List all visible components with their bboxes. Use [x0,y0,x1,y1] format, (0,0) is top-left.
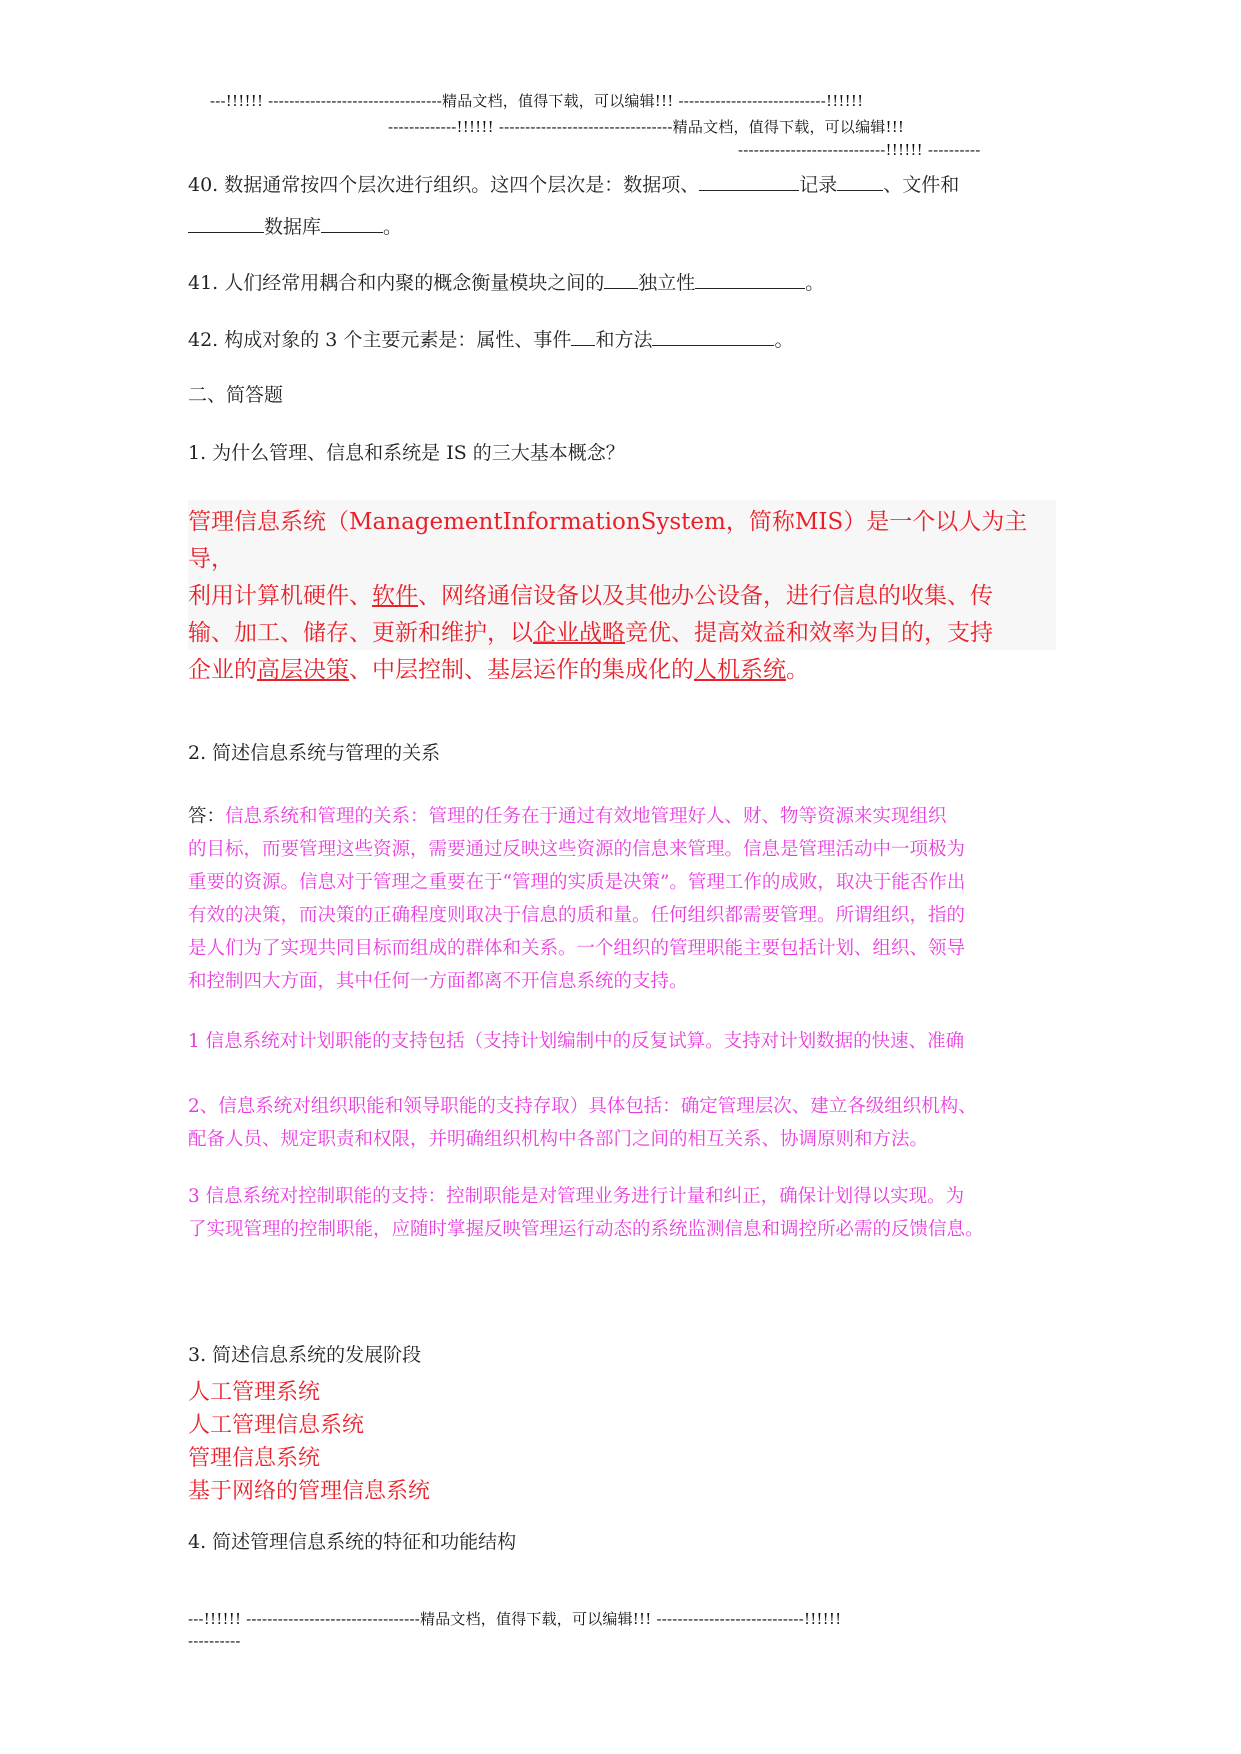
answer-2-paragraph-4 [188,1180,1068,1246]
a2-p1-line-5: 是人们为了实现共同目标而组成的群体和关系。一个组织的管理职能主要包括计划、组织、领导 [188,938,966,959]
a2-p1-line-4: 有效的决策，而决策的正确程度则取决于信息的质和量。任何组织都需要管理。所谓组织，指的 [188,905,966,926]
q42-answer: 和方法 [595,329,653,351]
q40-answer-1: 记录 [799,174,838,196]
q40-prefix: 40. 数据通常按四个层次进行组织。这四个层次是：数据项、 [188,174,700,196]
a1-l2-part-b: 、网络通信设备以及其他办公设备，进行信息的收集、传 [418,583,993,609]
q40-end: 。 [383,216,403,238]
answer-2-paragraph-3 [188,1090,1068,1156]
a1-l3-part-a: 输、加工、储存、更新和维护，以 [188,620,533,646]
q40-blank-1 [699,189,799,191]
answer-label: 答： [188,806,226,827]
a2-p3-line-2: 配备人员、规定职责和权限，并明确组织机构中各部门之间的相互关系、协调原则和方法。 [188,1129,929,1150]
header-line-2: -------------!!!!!! ---------------------------------精品文档，值得下载，可以编辑!!! [388,118,905,136]
question-4: 4. 简述管理信息系统的特征和功能结构 [188,1531,517,1553]
a1-link-software[interactable]: 软件 [372,583,418,609]
a2-p4-line-2: 了实现管理的控制职能，应随时掌握反映管理运行动态的系统监测信息和调控所必需的反馈信息。 [188,1219,984,1240]
stage-item: 人工管理系统 [188,1380,321,1405]
a2-p3-line-1: 2、信息系统对组织职能和领导职能的支持存取）具体包括：确定管理层次、建立各级组织机构、 [188,1096,977,1117]
q42-blank-2 [652,344,774,346]
answer-1-line-2 [188,578,1056,615]
q40-blank-2 [837,189,883,191]
answer-2-paragraph-2: 1 信息系统对计划职能的支持包括（支持计划编制中的反复试算。支持对计划数据的快速、准确 [188,1031,965,1052]
a2-p1-line-6: 和控制四大方面，其中任何一方面都离不开信息系统的支持。 [188,971,688,992]
a1-link-high-level-decision[interactable]: 高层决策 [257,657,349,683]
a1-l4-part-a: 企业的 [188,657,257,683]
question-1: 1. 为什么管理、信息和系统是 IS 的三大基本概念？ [188,442,625,464]
header-line-1: ---!!!!!! ---------------------------------精品文档，值得下载，可以编辑!!! ----------------------------!!!!!! [210,92,864,110]
question-3: 3. 简述信息系统的发展阶段 [188,1344,422,1366]
answer-1-block [188,500,1056,683]
q41-prefix: 41. 人们经常用耦合和内聚的概念衡量模块之间的 [188,272,605,294]
footer-line-1: ---!!!!!! ---------------------------------精品文档，值得下载，可以编辑!!! ----------------------------!!!!!! [188,1610,842,1628]
a2-p1-line-1: 信息系统和管理的关系：管理的任务在于通过有效地管理好人、财、物等资源来实现组织 [225,806,947,827]
a1-l4-part-b: 、中层控制、基层运作的集成化的 [349,657,694,683]
stage-item: 人工管理信息系统 [188,1413,365,1438]
q41-answer: 独立性 [638,272,696,294]
stage-item: 基于网络的管理信息系统 [188,1479,431,1504]
footer-line-2: ---------- [188,1632,241,1650]
q42-blank-1 [571,344,595,346]
question-40-line-2 [188,212,402,239]
a1-link-strategy[interactable]: 企业战略 [533,620,625,646]
a1-l2-part-a: 利用计算机硬件、 [188,583,372,609]
answer-1-line-1: 管理信息系统（ManagementInformationSystem，简称MIS）是一个以人为主导， [188,509,1028,572]
q41-blank-2 [695,287,805,289]
question-42 [188,325,793,352]
q40-blank-4 [321,231,383,233]
section-title-short-answer: 二、简答题 [188,384,284,406]
stage-item: 管理信息系统 [188,1446,321,1471]
q40-answer-2: 数据库 [264,216,322,238]
a1-link-human-machine-system[interactable]: 人机系统 [694,657,786,683]
question-41 [188,268,824,295]
a2-p1-line-3: 重要的资源。信息对于管理之重要在于“管理的实质是决策”。管理工作的成败，取决于能否作出 [188,872,966,893]
q41-end: 。 [805,272,825,294]
a2-p4-line-1: 3 信息系统对控制职能的支持：控制职能是对管理业务进行计量和纠正，确保计划得以实现。为 [188,1186,965,1207]
answer-2-paragraph-1 [188,800,1068,998]
answer-1-line-4 [188,652,1056,689]
q40-blank-3 [188,231,264,233]
question-40-line-1 [188,170,959,197]
a1-l3-part-b: 竞优、提高效益和效率为目的，支持 [625,620,993,646]
q42-prefix: 42. 构成对象的 3 个主要元素是：属性、事件 [188,329,572,351]
question-2: 2. 简述信息系统与管理的关系 [188,742,441,764]
a1-l4-part-c: 。 [786,657,809,683]
q42-end: 。 [774,329,794,351]
header-line-3: ----------------------------!!!!!! ---------- [738,141,981,159]
answer-1-line-3 [188,615,1056,652]
q40-mid: 、文件和 [883,174,960,196]
a2-p1-line-2: 的目标，而要管理这些资源，需要通过反映这些资源的信息来管理。信息是管理活动中一项极为 [188,839,966,860]
q41-blank-1 [604,287,638,289]
